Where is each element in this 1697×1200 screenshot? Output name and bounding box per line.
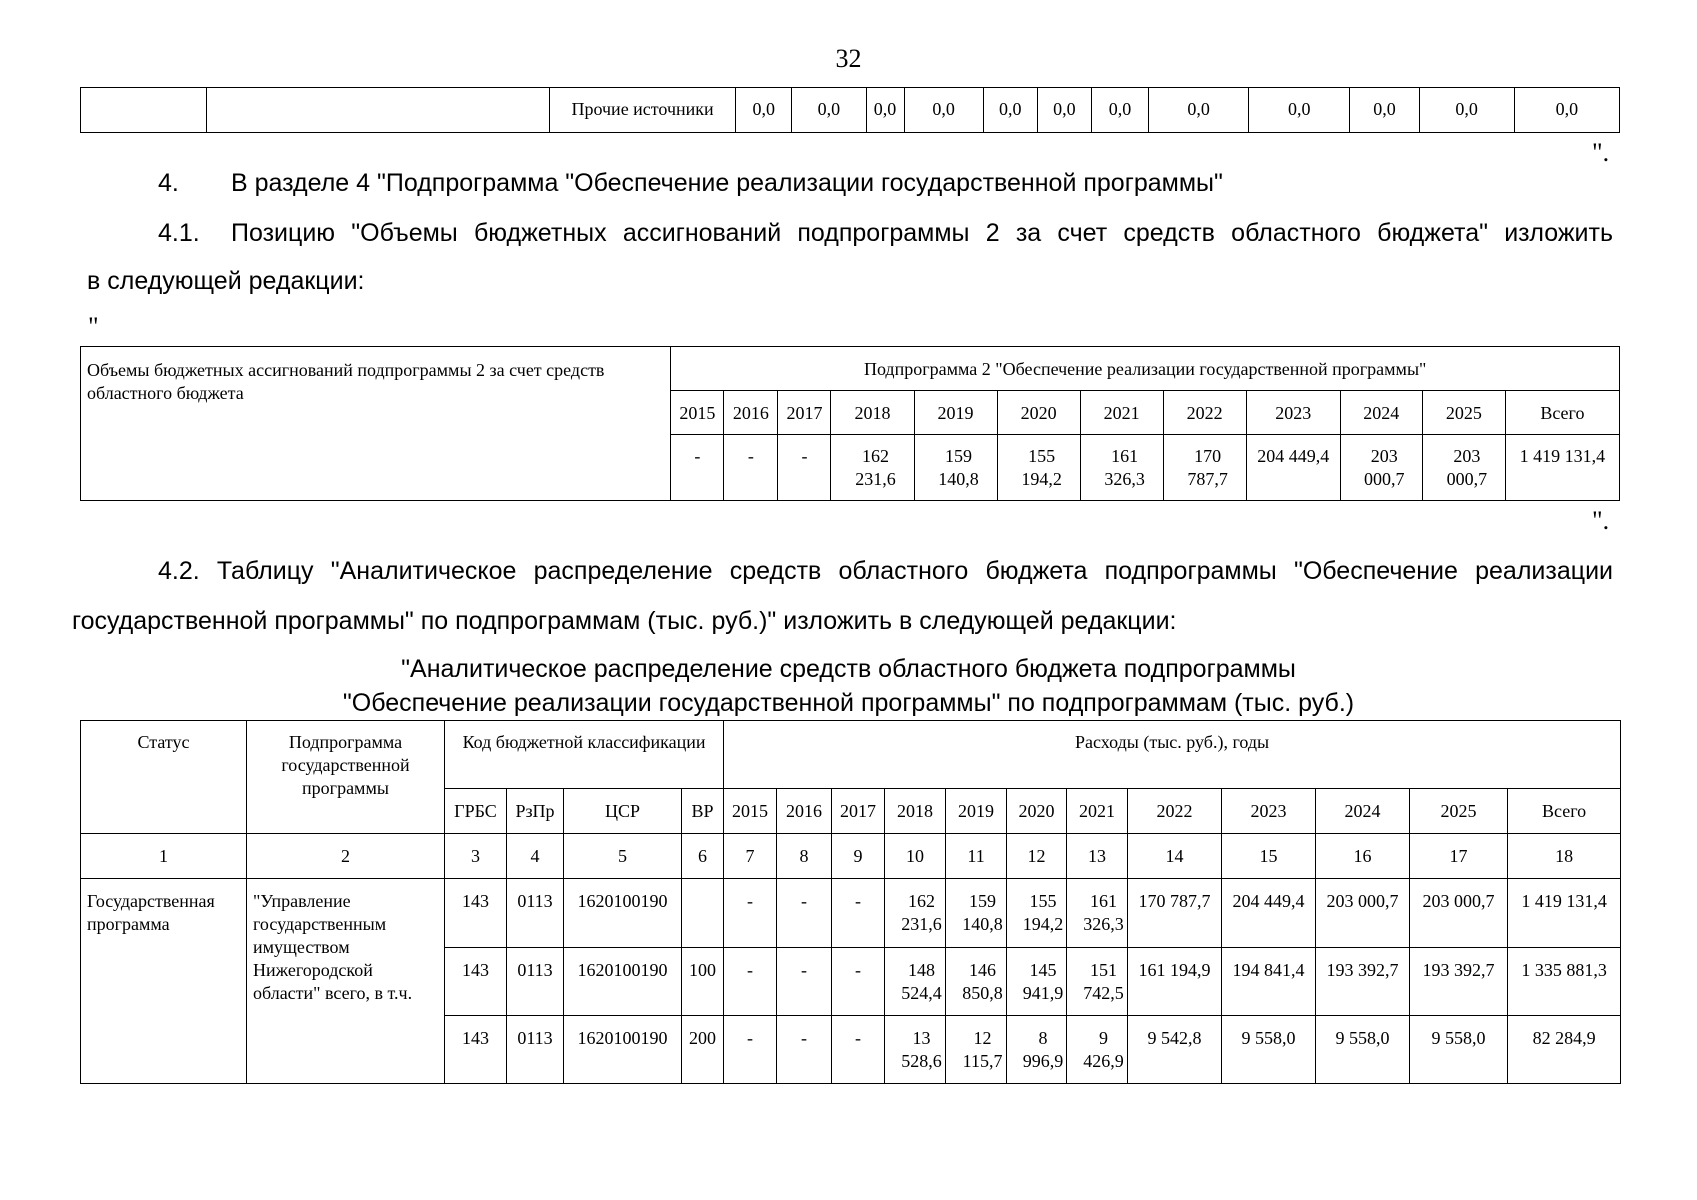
analytic-distribution-table — [80, 720, 1621, 1084]
value-cell: 13 528,6 — [885, 1016, 946, 1084]
section-4-2-text-cont: государственной программы" по подпрограммам (тыс. руб.)" изложить в следующей редакции: — [72, 607, 1177, 635]
value-cell: 9 542,8 — [1128, 1016, 1222, 1084]
year-header: 2022 — [1128, 789, 1222, 834]
grbs-cell: 143 — [445, 879, 507, 948]
year-header: 2021 — [1080, 391, 1163, 435]
column-number: 4 — [507, 834, 564, 879]
value-cell: 159 140,8 — [914, 435, 997, 501]
closing-quote: ". — [1592, 506, 1610, 535]
column-number: 18 — [1508, 834, 1621, 879]
year-header: 2025 — [1422, 391, 1505, 435]
csr-header: ЦСР — [564, 789, 682, 834]
column-number: 1 — [81, 834, 247, 879]
subprogram-header: Подпрограмма государственной программы — [247, 721, 445, 834]
year-header: 2018 — [885, 789, 946, 834]
value-cell: - — [832, 948, 885, 1016]
value-cell: 9 558,0 — [1222, 1016, 1316, 1084]
value-cell: 161 326,3 — [1067, 879, 1128, 948]
value-cell: 0,0 — [1037, 88, 1091, 133]
value-cell: - — [832, 1016, 885, 1084]
rzpr-header: РзПр — [507, 789, 564, 834]
budget-volume-table — [80, 346, 1620, 501]
total-cell: 1 419 131,4 — [1508, 879, 1621, 948]
column-number: 7 — [724, 834, 777, 879]
status-header: Статус — [81, 721, 247, 834]
empty-cell — [81, 88, 207, 133]
subprogram-cell: "Управление государственным имуществом Нижегородской области" всего, в т.ч. — [247, 879, 445, 1084]
value-cell: - — [724, 948, 777, 1016]
value-cell: 0,0 — [1350, 88, 1419, 133]
value-cell: 9 558,0 — [1410, 1016, 1508, 1084]
value-cell: 194 841,4 — [1222, 948, 1316, 1016]
column-number: 15 — [1222, 834, 1316, 879]
value-cell: 9 426,9 — [1067, 1016, 1128, 1084]
year-header: 2020 — [1007, 789, 1067, 834]
year-header: 2019 — [914, 391, 997, 435]
value-cell: 0,0 — [983, 88, 1037, 133]
year-header: 2018 — [831, 391, 914, 435]
budget-code-header: Код бюджетной классификации — [445, 721, 724, 789]
csr-cell: 1620100190 — [564, 1016, 682, 1084]
opening-quote: " — [88, 312, 99, 341]
table-row — [81, 879, 1621, 948]
column-number: 8 — [777, 834, 832, 879]
column-number: 6 — [682, 834, 724, 879]
value-cell: 0,0 — [1514, 88, 1619, 133]
csr-cell: 1620100190 — [564, 948, 682, 1016]
value-cell: 204 449,4 — [1246, 435, 1340, 501]
value-cell: 203 000,7 — [1422, 435, 1505, 501]
column-number: 17 — [1410, 834, 1508, 879]
volume-header: Подпрограмма 2 "Обеспечение реализации государственной программы" — [671, 347, 1620, 391]
empty-cell — [207, 88, 550, 133]
column-number: 14 — [1128, 834, 1222, 879]
year-header: 2016 — [777, 789, 832, 834]
closing-quote: ". — [1592, 138, 1610, 167]
value-cell: - — [724, 879, 777, 948]
value-cell: 193 392,7 — [1410, 948, 1508, 1016]
year-header: 2022 — [1163, 391, 1246, 435]
value-cell: 162 231,6 — [885, 879, 946, 948]
grbs-cell: 143 — [445, 948, 507, 1016]
value-cell: - — [832, 879, 885, 948]
total-cell: 82 284,9 — [1508, 1016, 1621, 1084]
vr-header: ВР — [682, 789, 724, 834]
total-cell: 1 335 881,3 — [1508, 948, 1621, 1016]
value-cell: 146 850,8 — [946, 948, 1007, 1016]
value-cell: 203 000,7 — [1340, 435, 1422, 501]
value-cell: 162 231,6 — [831, 435, 914, 501]
value-cell: 148 524,4 — [885, 948, 946, 1016]
value-cell: 0,0 — [1249, 88, 1350, 133]
value-cell: 0,0 — [792, 88, 866, 133]
value-cell: 193 392,7 — [1316, 948, 1410, 1016]
year-header: 2023 — [1246, 391, 1340, 435]
year-header: 2019 — [946, 789, 1007, 834]
year-header: 2024 — [1340, 391, 1422, 435]
value-cell: - — [777, 1016, 832, 1084]
value-cell: 0,0 — [1091, 88, 1148, 133]
total-header: Всего — [1505, 391, 1619, 435]
year-header: 2016 — [724, 391, 778, 435]
value-cell: 0,0 — [736, 88, 792, 133]
rzpr-cell: 0113 — [507, 1016, 564, 1084]
section-4-text: В разделе 4 "Подпрограмма "Обеспечение реализации государственной программы" — [231, 169, 1223, 197]
other-sources-label: Прочие источники — [549, 88, 735, 133]
year-header: 2024 — [1316, 789, 1410, 834]
total-cell: 1 419 131,4 — [1505, 435, 1619, 501]
value-cell: 159 140,8 — [946, 879, 1007, 948]
value-cell: 155 194,2 — [997, 435, 1080, 501]
value-cell: 9 558,0 — [1316, 1016, 1410, 1084]
year-header: 2023 — [1222, 789, 1316, 834]
year-header: 2015 — [724, 789, 777, 834]
value-cell: 204 449,4 — [1222, 879, 1316, 948]
column-number: 13 — [1067, 834, 1128, 879]
value-cell: 0,0 — [866, 88, 904, 133]
section-4-1-text: Позицию "Объемы бюджетных ассигнований подпрограммы 2 за счет средств областного бюджета" изложить — [231, 219, 1613, 247]
value-cell: - — [777, 879, 832, 948]
value-cell: 203 000,7 — [1316, 879, 1410, 948]
section-4-number: 4. — [158, 169, 179, 197]
section-4-2-text: 4.2. Таблицу "Аналитическое распределение средств областного бюджета подпрограммы "Обеспечение реализации — [158, 557, 1613, 585]
section-4-1-text-cont: в следующей редакции: — [87, 267, 365, 295]
grbs-cell: 143 — [445, 1016, 507, 1084]
section-4-1-number: 4.1. — [158, 219, 200, 247]
vr-cell: 100 — [682, 948, 724, 1016]
rzpr-cell: 0113 — [507, 879, 564, 948]
total-header: Всего — [1508, 789, 1621, 834]
other-sources-table — [80, 87, 1620, 133]
column-number: 11 — [946, 834, 1007, 879]
table-caption-line1: "Аналитическое распределение средств областного бюджета подпрограммы — [401, 655, 1296, 683]
csr-cell: 1620100190 — [564, 879, 682, 948]
value-cell: 161 194,9 — [1128, 948, 1222, 1016]
value-cell: - — [671, 435, 724, 501]
value-cell: 170 787,7 — [1163, 435, 1246, 501]
column-number: 10 — [885, 834, 946, 879]
vr-cell: 200 — [682, 1016, 724, 1084]
column-number: 3 — [445, 834, 507, 879]
year-header: 2015 — [671, 391, 724, 435]
value-cell: 0,0 — [904, 88, 983, 133]
table-caption-line2: "Обеспечение реализации государственной программы" по подпрограммам (тыс. руб.) — [342, 689, 1355, 717]
column-number: 12 — [1007, 834, 1067, 879]
column-number: 9 — [832, 834, 885, 879]
year-header: 2017 — [832, 789, 885, 834]
column-number: 5 — [564, 834, 682, 879]
volume-label: Объемы бюджетных ассигнований подпрограммы 2 за счет средств областного бюджета — [81, 347, 671, 501]
value-cell: 145 941,9 — [1007, 948, 1067, 1016]
value-cell: - — [724, 1016, 777, 1084]
grbs-header: ГРБС — [445, 789, 507, 834]
column-number: 2 — [247, 834, 445, 879]
year-header: 2021 — [1067, 789, 1128, 834]
value-cell: 8 996,9 — [1007, 1016, 1067, 1084]
value-cell: - — [724, 435, 778, 501]
value-cell: 170 787,7 — [1128, 879, 1222, 948]
column-number: 16 — [1316, 834, 1410, 879]
value-cell: 0,0 — [1149, 88, 1249, 133]
value-cell: - — [778, 435, 831, 501]
year-header: 2025 — [1410, 789, 1508, 834]
year-header: 2017 — [778, 391, 831, 435]
value-cell: 203 000,7 — [1410, 879, 1508, 948]
page-number: 32 — [835, 44, 862, 73]
expenses-header: Расходы (тыс. руб.), годы — [724, 721, 1621, 789]
value-cell: - — [777, 948, 832, 1016]
value-cell: 151 742,5 — [1067, 948, 1128, 1016]
rzpr-cell: 0113 — [507, 948, 564, 1016]
value-cell: 155 194,2 — [1007, 879, 1067, 948]
year-header: 2020 — [997, 391, 1080, 435]
value-cell: 161 326,3 — [1080, 435, 1163, 501]
value-cell: 0,0 — [1419, 88, 1514, 133]
value-cell: 12 115,7 — [946, 1016, 1007, 1084]
status-cell: Государственная программа — [81, 879, 247, 1084]
vr-cell — [682, 879, 724, 948]
